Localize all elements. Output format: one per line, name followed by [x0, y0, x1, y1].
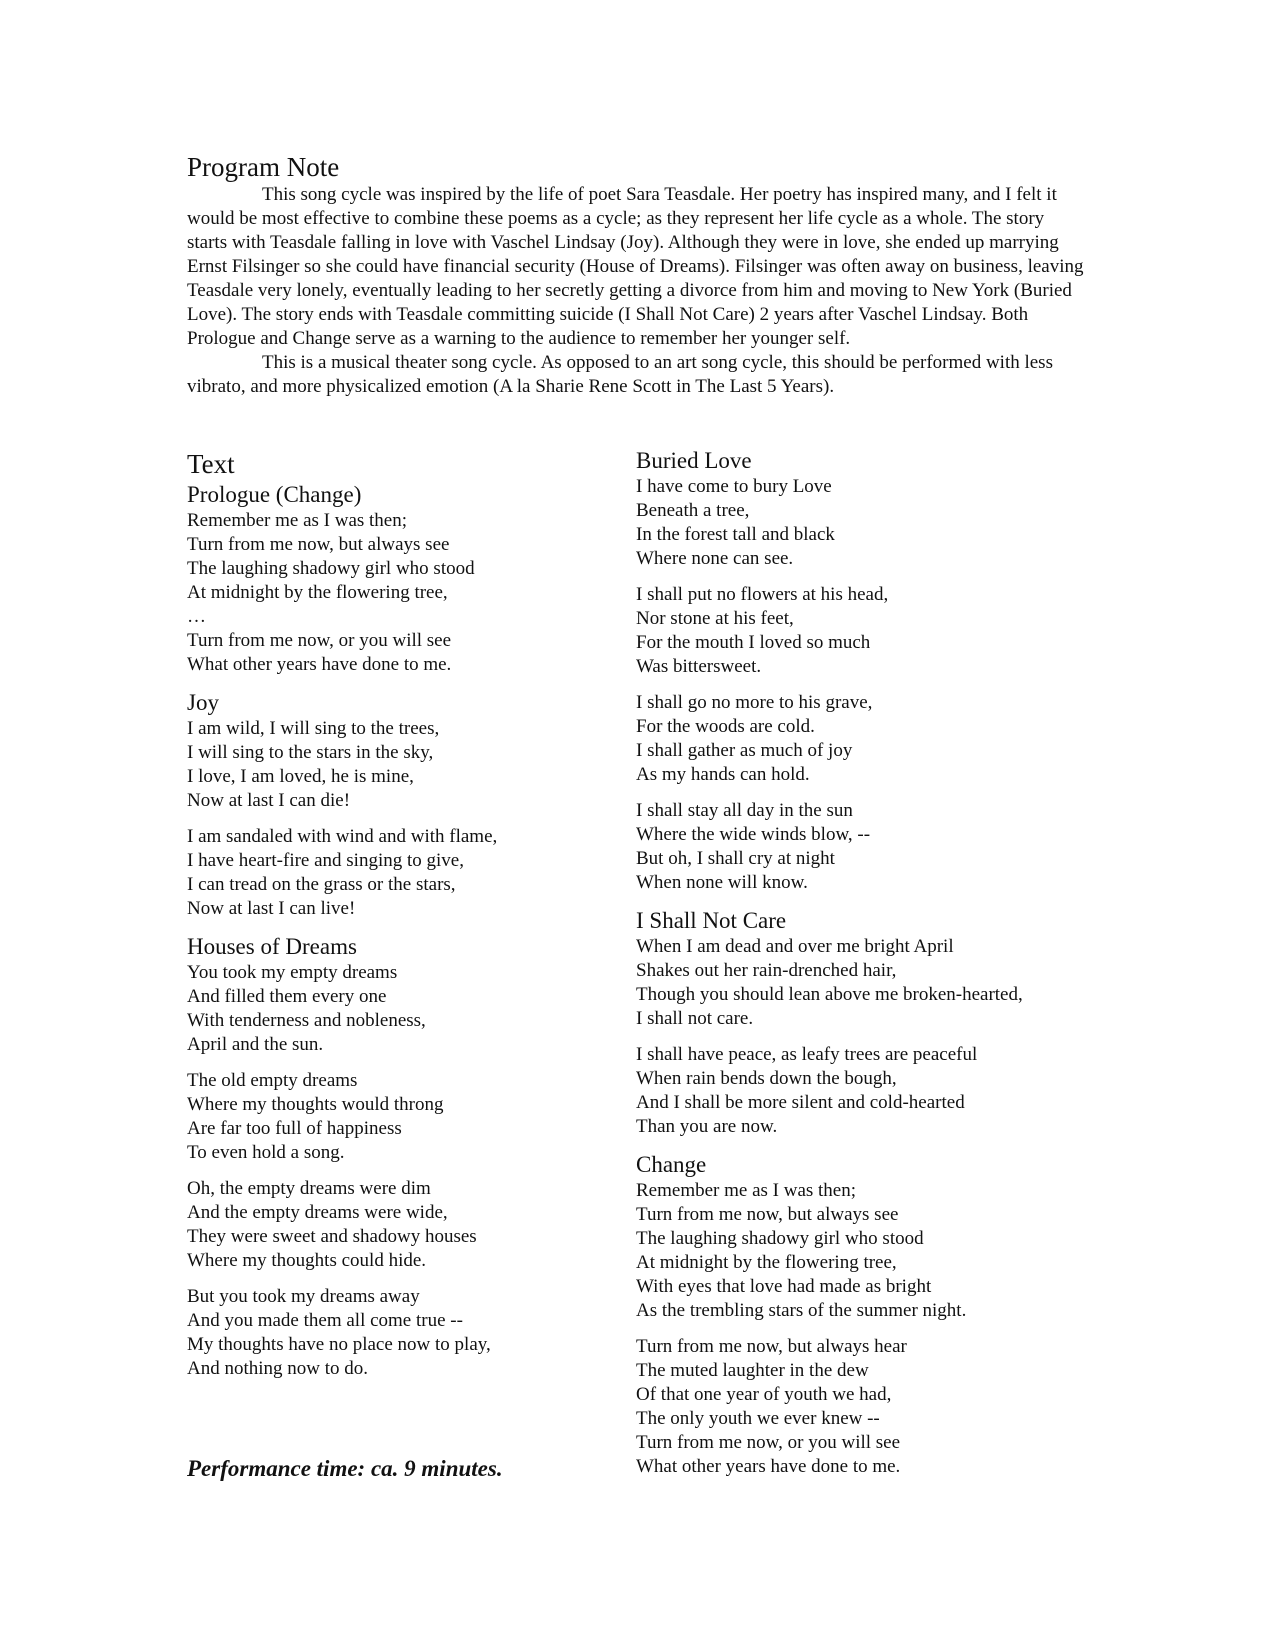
- poem: [636, 907, 1106, 1139]
- poem-line: Of that one year of youth we had,: [636, 1384, 892, 1405]
- poem-line: Oh, the empty dreams were dim: [187, 1178, 431, 1199]
- poem-line: Beneath a tree,: [636, 500, 750, 521]
- stanza: [636, 1043, 1106, 1139]
- poem-line: The only youth we ever knew --: [636, 1408, 880, 1429]
- poem-line: Turn from me now, but always hear: [636, 1336, 907, 1357]
- text-section-title: Text: [187, 449, 235, 479]
- poem-line: And the empty dreams were wide,: [187, 1202, 448, 1223]
- poem-line: At midnight by the flowering tree,: [636, 1252, 897, 1273]
- poem-line: What other years have done to me.: [636, 1456, 901, 1477]
- program-note-title: Program Note: [187, 152, 340, 182]
- poem-title: Change: [636, 1152, 707, 1177]
- program-note-paragraph: This is a musical theater song cycle. As opposed to an art song cycle, this should be performed with less vibrato, and more physicalized emotion (A la Sharie Rene Scott in The Last 5 Years).: [187, 352, 1053, 397]
- poem-title: Prologue (Change): [187, 482, 362, 507]
- poem-line: But oh, I shall cry at night: [636, 848, 835, 869]
- poem-line: Turn from me now, or you will see: [636, 1432, 901, 1453]
- poem-line: With tenderness and nobleness,: [187, 1010, 426, 1031]
- poem-title: I Shall Not Care: [636, 908, 787, 933]
- poem-line: And nothing now to do.: [187, 1358, 369, 1379]
- stanza: [636, 1335, 1106, 1479]
- poem-line: I am wild, I will sing to the trees,: [187, 718, 440, 739]
- poem-title: Joy: [187, 690, 219, 715]
- stanza: [187, 717, 607, 813]
- program-note-body: [187, 183, 1087, 399]
- poem-line: I am sandaled with wind and with flame,: [187, 826, 498, 847]
- poem-line: Where my thoughts would throng: [187, 1094, 444, 1115]
- poem-line: Turn from me now, or you will see: [187, 630, 452, 651]
- poem-line: I love, I am loved, he is mine,: [187, 766, 414, 787]
- stanza: [187, 1177, 607, 1273]
- poem-line: The old empty dreams: [187, 1070, 358, 1091]
- stanza: [636, 1179, 1106, 1323]
- poem-line: You took my empty dreams: [187, 962, 398, 983]
- poem-line: What other years have done to me.: [187, 654, 452, 675]
- poem-line: Remember me as I was then;: [636, 1180, 857, 1201]
- performance-time: Performance time: ca. 9 minutes.: [187, 1456, 503, 1481]
- poem: [187, 481, 607, 677]
- poem-line: At midnight by the flowering tree,: [187, 582, 448, 603]
- poem-line: I shall put no flowers at his head,: [636, 584, 889, 605]
- stanza: [636, 475, 1106, 571]
- stanza: [187, 825, 607, 921]
- poem-line: But you took my dreams away: [187, 1286, 420, 1307]
- poem-line: When none will know.: [636, 872, 808, 893]
- poem-line: When I am dead and over me bright April: [636, 936, 954, 957]
- poem-line: Was bittersweet.: [636, 656, 762, 677]
- right-poems: [636, 447, 1106, 1479]
- poem-line: And filled them every one: [187, 986, 387, 1007]
- poem-line: And I shall be more silent and cold-hearted: [636, 1092, 965, 1113]
- poem: [187, 689, 607, 921]
- poem-line: I shall not care.: [636, 1008, 754, 1029]
- poem-line: I shall have peace, as leafy trees are peaceful: [636, 1044, 978, 1065]
- poem-title: Houses of Dreams: [187, 934, 357, 959]
- stanza: [187, 1285, 607, 1381]
- poem-line: April and the sun.: [187, 1034, 324, 1055]
- program-note-paragraph: This song cycle was inspired by the life of poet Sara Teasdale. Her poetry has inspired many, and I felt it would be most effective to combine these poems as a cycle; as they represent her life cycle as a whole. The story starts with Teasdale falling in love with Vaschel Lindsay (Joy). Although they were in love, she ended up marrying Ernst Filsinger so she could have financial security (House of Dreams). Filsinger was often away on business, leaving Teasdale very lonely, eventually leading to her secretly getting a divorce from him and moving to New York (Buried Love). The story ends with Teasdale committing suicide (I Shall Not Care) 2 years after Vaschel Lindsay. Both Prologue and Change serve as a warning to the audience to remember her younger self.: [187, 184, 1084, 349]
- poem-line: Shakes out her rain-drenched hair,: [636, 960, 897, 981]
- poem: [636, 1151, 1106, 1479]
- poem-line: Where none can see.: [636, 548, 794, 569]
- poem-line: The muted laughter in the dew: [636, 1360, 869, 1381]
- poem-line: I shall stay all day in the sun: [636, 800, 853, 821]
- poem-line: …: [187, 606, 206, 627]
- poem-line: Now at last I can die!: [187, 790, 351, 811]
- poem-line: Now at last I can live!: [187, 898, 356, 919]
- poem-line: I have come to bury Love: [636, 476, 832, 497]
- poem-line: Though you should lean above me broken-hearted,: [636, 984, 1023, 1005]
- poem-line: Are far too full of happiness: [187, 1118, 402, 1139]
- stanza: [636, 799, 1106, 895]
- poem-line: When rain bends down the bough,: [636, 1068, 897, 1089]
- poem-line: I have heart-fire and singing to give,: [187, 850, 464, 871]
- poem-line: For the mouth I loved so much: [636, 632, 871, 653]
- poem-line: My thoughts have no place now to play,: [187, 1334, 491, 1355]
- poem: [187, 933, 607, 1381]
- poem-line: For the woods are cold.: [636, 716, 815, 737]
- poem-line: The laughing shadowy girl who stood: [636, 1228, 924, 1249]
- poem-line: Remember me as I was then;: [187, 510, 408, 531]
- poem-line: As the trembling stars of the summer night.: [636, 1300, 967, 1321]
- poem-line: I shall go no more to his grave,: [636, 692, 873, 713]
- poem-line: In the forest tall and black: [636, 524, 835, 545]
- poem-line: Than you are now.: [636, 1116, 778, 1137]
- poem-line: Where my thoughts could hide.: [187, 1250, 427, 1271]
- poem-line: With eyes that love had made as bright: [636, 1276, 932, 1297]
- poem-line: Turn from me now, but always see: [636, 1204, 899, 1225]
- stanza: [187, 509, 607, 677]
- left-poems: [187, 481, 607, 1381]
- poem-line: Turn from me now, but always see: [187, 534, 450, 555]
- poem-title: Buried Love: [636, 448, 752, 473]
- stanza: [636, 691, 1106, 787]
- poem-line: As my hands can hold.: [636, 764, 810, 785]
- poem-line: I will sing to the stars in the sky,: [187, 742, 434, 763]
- stanza: [187, 961, 607, 1057]
- stanza: [636, 935, 1106, 1031]
- poem-line: Where the wide winds blow, --: [636, 824, 871, 845]
- poem-line: And you made them all come true --: [187, 1310, 463, 1331]
- poem-line: To even hold a song.: [187, 1142, 345, 1163]
- stanza: [187, 1069, 607, 1165]
- poem-line: Nor stone at his feet,: [636, 608, 794, 629]
- right-column: [636, 447, 1106, 1491]
- poem-line: They were sweet and shadowy houses: [187, 1226, 477, 1247]
- poem-line: The laughing shadowy girl who stood: [187, 558, 475, 579]
- left-column: [187, 447, 607, 1393]
- poem-line: I can tread on the grass or the stars,: [187, 874, 456, 895]
- stanza: [636, 583, 1106, 679]
- poem: [636, 447, 1106, 895]
- poem-line: I shall gather as much of joy: [636, 740, 853, 761]
